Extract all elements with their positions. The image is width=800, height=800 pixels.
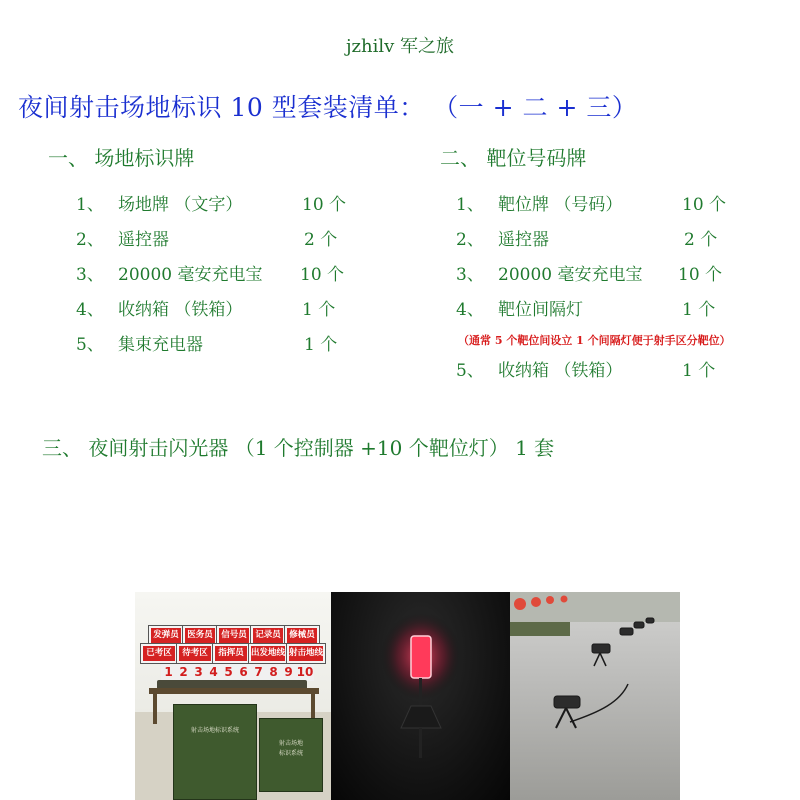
list-item [76,295,335,320]
item-qty: 10 个 [682,195,727,215]
list-item [76,190,346,215]
item-name: 集束充电器 [118,335,203,355]
target-number: 5 [221,664,236,681]
item-qty: 1 个 [302,300,336,320]
range-flash-lights-photo [510,592,680,800]
target-number: 1 [161,664,176,681]
item-qty: 1 个 [304,335,338,355]
item-name: 场地牌 （文字） [118,195,243,215]
sign-board: 修械员 [285,626,319,645]
section2-note: （通常 5 个靶位间设立 1 个间隔灯便于射手区分靶位） [458,334,731,347]
item-qty: 2 个 [684,230,718,250]
item-number: 1、 [456,195,484,215]
sign-board: 待考区 [177,644,213,663]
brand-header: jzhilv 军之旅 [345,36,455,57]
sign-board: 医务员 [183,626,217,645]
sign-board: 信号员 [217,626,251,645]
page-title: 夜间射击场地标识 10 型套装清单： （一 + 二 + 三） [18,93,638,122]
item-qty: 1 个 [682,300,716,320]
storage-box-small: 射击场地 标识系统 [259,718,323,792]
target-number: 10 [296,665,314,679]
target-number: 6 [236,664,251,681]
item-qty: 10 个 [300,265,345,285]
item-name: 靶位牌 （号码） [498,195,623,215]
list-item [76,330,337,355]
sign-board: 记录员 [251,626,285,645]
item-number: 5、 [456,361,484,381]
item-name: 靶位间隔灯 [498,300,583,320]
item-number: 5、 [76,335,104,355]
item-number: 3、 [456,265,484,285]
item-name: 20000 毫安充电宝 [498,265,643,285]
signboard-set-photo [135,592,331,800]
target-number: 2 [176,664,191,681]
list-item [456,225,717,250]
list-item [456,190,726,215]
sign-board: 已考区 [141,644,177,663]
item-qty: 2 个 [304,230,338,250]
section3-heading: 三、 夜间射击闪光器 （1 个控制器 +10 个靶位灯） 1 套 [42,436,555,460]
list-item [456,356,715,381]
item-name: 20000 毫安充电宝 [118,265,263,285]
sign-board: 射击地线 [287,644,325,663]
list-item [76,260,344,285]
item-number: 1、 [76,195,104,215]
item-qty: 1 个 [682,361,716,381]
item-name: 收纳箱 （铁箱） [118,300,243,320]
item-number: 3、 [76,265,104,285]
night-target-light-photo [331,592,510,800]
target-number: 8 [266,664,281,681]
item-number: 4、 [456,300,484,320]
item-number: 2、 [76,230,104,250]
list-item [76,225,337,250]
item-qty: 10 个 [678,265,723,285]
item-number: 2、 [456,230,484,250]
item-number: 4、 [76,300,104,320]
target-number: 4 [206,664,221,681]
sign-board: 指挥员 [213,644,249,663]
list-item [456,295,715,320]
section2-heading: 二、 靶位号码牌 [440,146,587,170]
item-name: 遥控器 [498,230,549,250]
item-qty: 10 个 [302,195,347,215]
target-number: 7 [251,664,266,681]
storage-box-large: 射击场地标识系统 [173,704,257,800]
sign-board: 发弹员 [149,626,183,645]
sign-board: 出发地线 [249,644,287,663]
target-number: 3 [191,664,206,681]
section1-heading: 一、 场地标识牌 [48,146,195,170]
list-item [456,260,722,285]
target-number: 9 [281,664,296,681]
item-name: 收纳箱 （铁箱） [498,361,623,381]
item-name: 遥控器 [118,230,169,250]
